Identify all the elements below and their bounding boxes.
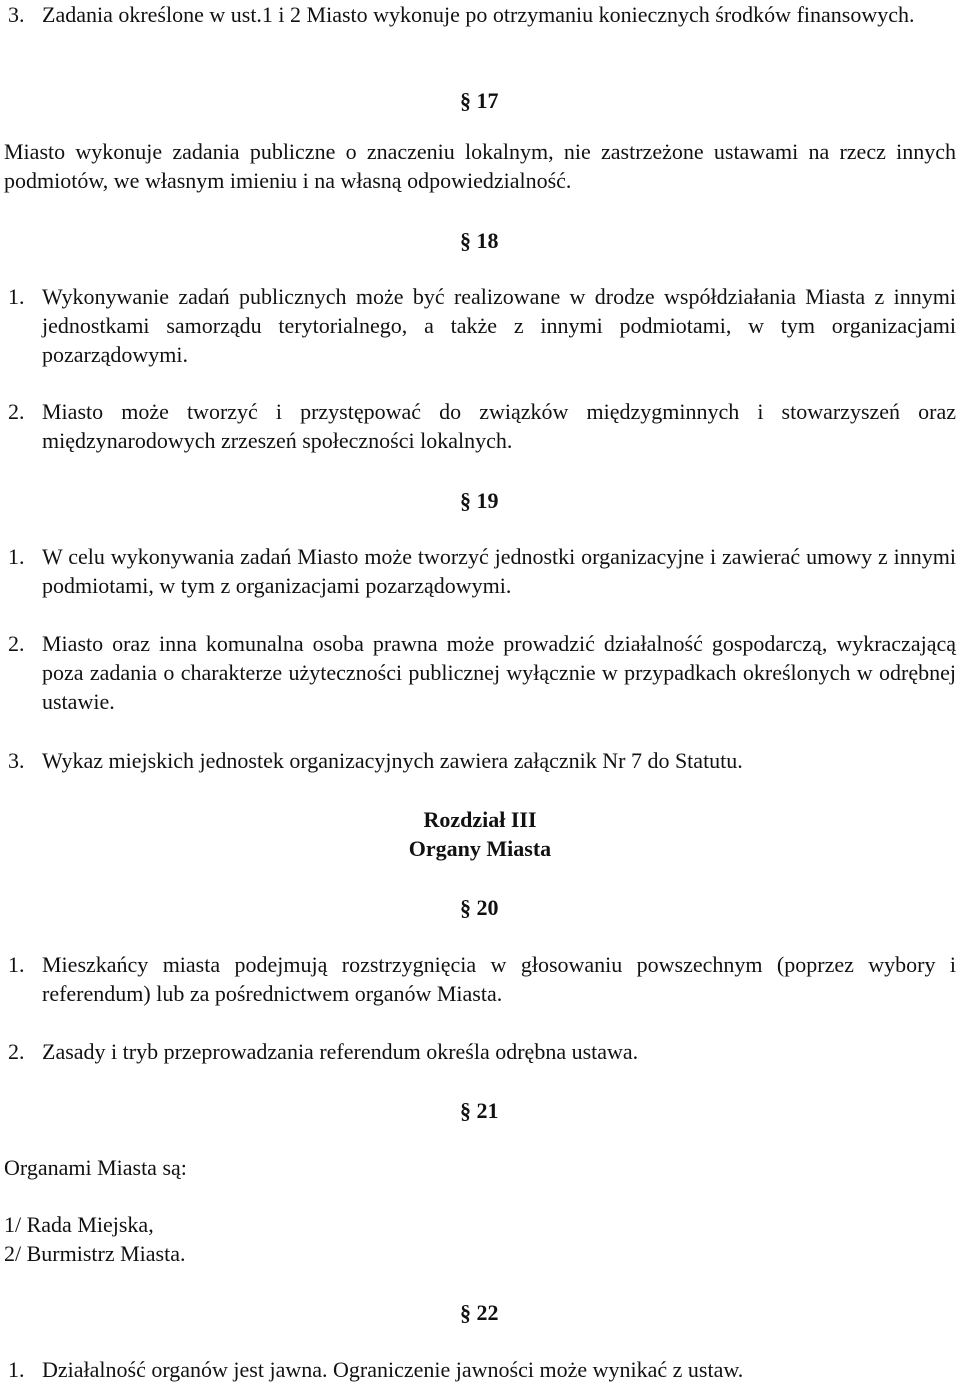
- paragraph-item: [8, 746, 956, 775]
- organs-intro: Organami Miasta są:: [4, 1155, 187, 1180]
- paragraph-item: [8, 950, 956, 1008]
- item-text: Mieszkańcy miasta podejmują rozstrzygnięcia w głosowaniu powszechnym (poprzez wybory i referendum) lub za pośrednictwem organów Miasta.: [42, 952, 956, 1006]
- item-text: Wykonywanie zadań publicznych może być realizowane w drodze współdziałania Miasta z innymi jednostkami samorządu terytorialnego, a także z innymi podmiotami, w tym organizacjami pozarządowymi.: [42, 284, 956, 367]
- item-text: Zasady i tryb przeprowadzania referendum określa odrębna ustawa.: [42, 1039, 639, 1064]
- item-number: 3.: [8, 748, 25, 773]
- chapter-subtitle: Organy Miasta: [408, 836, 552, 861]
- organs-list-item: 2/ Burmistrz Miasta.: [4, 1241, 186, 1266]
- item-number: 1.: [8, 544, 25, 569]
- section-21-heading: § 21: [460, 1098, 499, 1123]
- item-number: 3.: [8, 2, 25, 27]
- item-number: 1.: [8, 1357, 25, 1382]
- section-20-heading: § 20: [460, 895, 499, 920]
- section-17-text: Miasto wykonuje zadania publiczne o znaczeniu lokalnym, nie zastrzeżone ustawami na rzecz innych podmiotów, we własnym imieniu i na własną odpowiedzialność.: [4, 139, 956, 193]
- item-text: Działalność organów jest jawna. Ograniczenie jawności może wynikać z ustaw.: [42, 1357, 744, 1382]
- item-number: 2.: [8, 399, 25, 424]
- item-text: Miasto może tworzyć i przystępować do związków międzygminnych i stowarzyszeń oraz międzynarodowych zrzeszeń społeczności lokalnych.: [42, 399, 956, 453]
- item-text: Zadania określone w ust.1 i 2 Miasto wykonuje po otrzymaniu koniecznych środków finansowych.: [42, 2, 915, 27]
- item-number: 2.: [8, 1039, 25, 1064]
- organs-list-item: 1/ Rada Miejska,: [4, 1212, 154, 1237]
- section-17-heading: § 17: [460, 88, 499, 113]
- chapter-title: Rozdział III: [423, 807, 537, 832]
- paragraph-item: [8, 0, 956, 29]
- paragraph-item: [8, 629, 956, 716]
- section-22-heading: § 22: [460, 1300, 499, 1325]
- item-text: W celu wykonywania zadań Miasto może tworzyć jednostki organizacyjne i zawierać umowy z innymi podmiotami, w tym z organizacjami pozarządowymi.: [42, 544, 956, 598]
- paragraph-item: [8, 542, 956, 600]
- paragraph-item: [8, 397, 956, 455]
- item-text: Wykaz miejskich jednostek organizacyjnych zawiera załącznik Nr 7 do Statutu.: [42, 748, 743, 773]
- section-19-heading: § 19: [460, 488, 499, 513]
- section-18-heading: § 18: [460, 228, 499, 253]
- item-text: Miasto oraz inna komunalna osoba prawna może prowadzić działalność gospodarczą, wykraczającą poza zadania o charakterze użyteczności publicznej wyłącznie w przypadkach określonych w odrębnej ustawie.: [42, 631, 956, 714]
- paragraph-item: [8, 1037, 956, 1066]
- paragraph-item: [8, 282, 956, 369]
- item-number: 1.: [8, 952, 25, 977]
- paragraph-item: [8, 1355, 956, 1384]
- item-number: 1.: [8, 284, 25, 309]
- item-number: 2.: [8, 631, 25, 656]
